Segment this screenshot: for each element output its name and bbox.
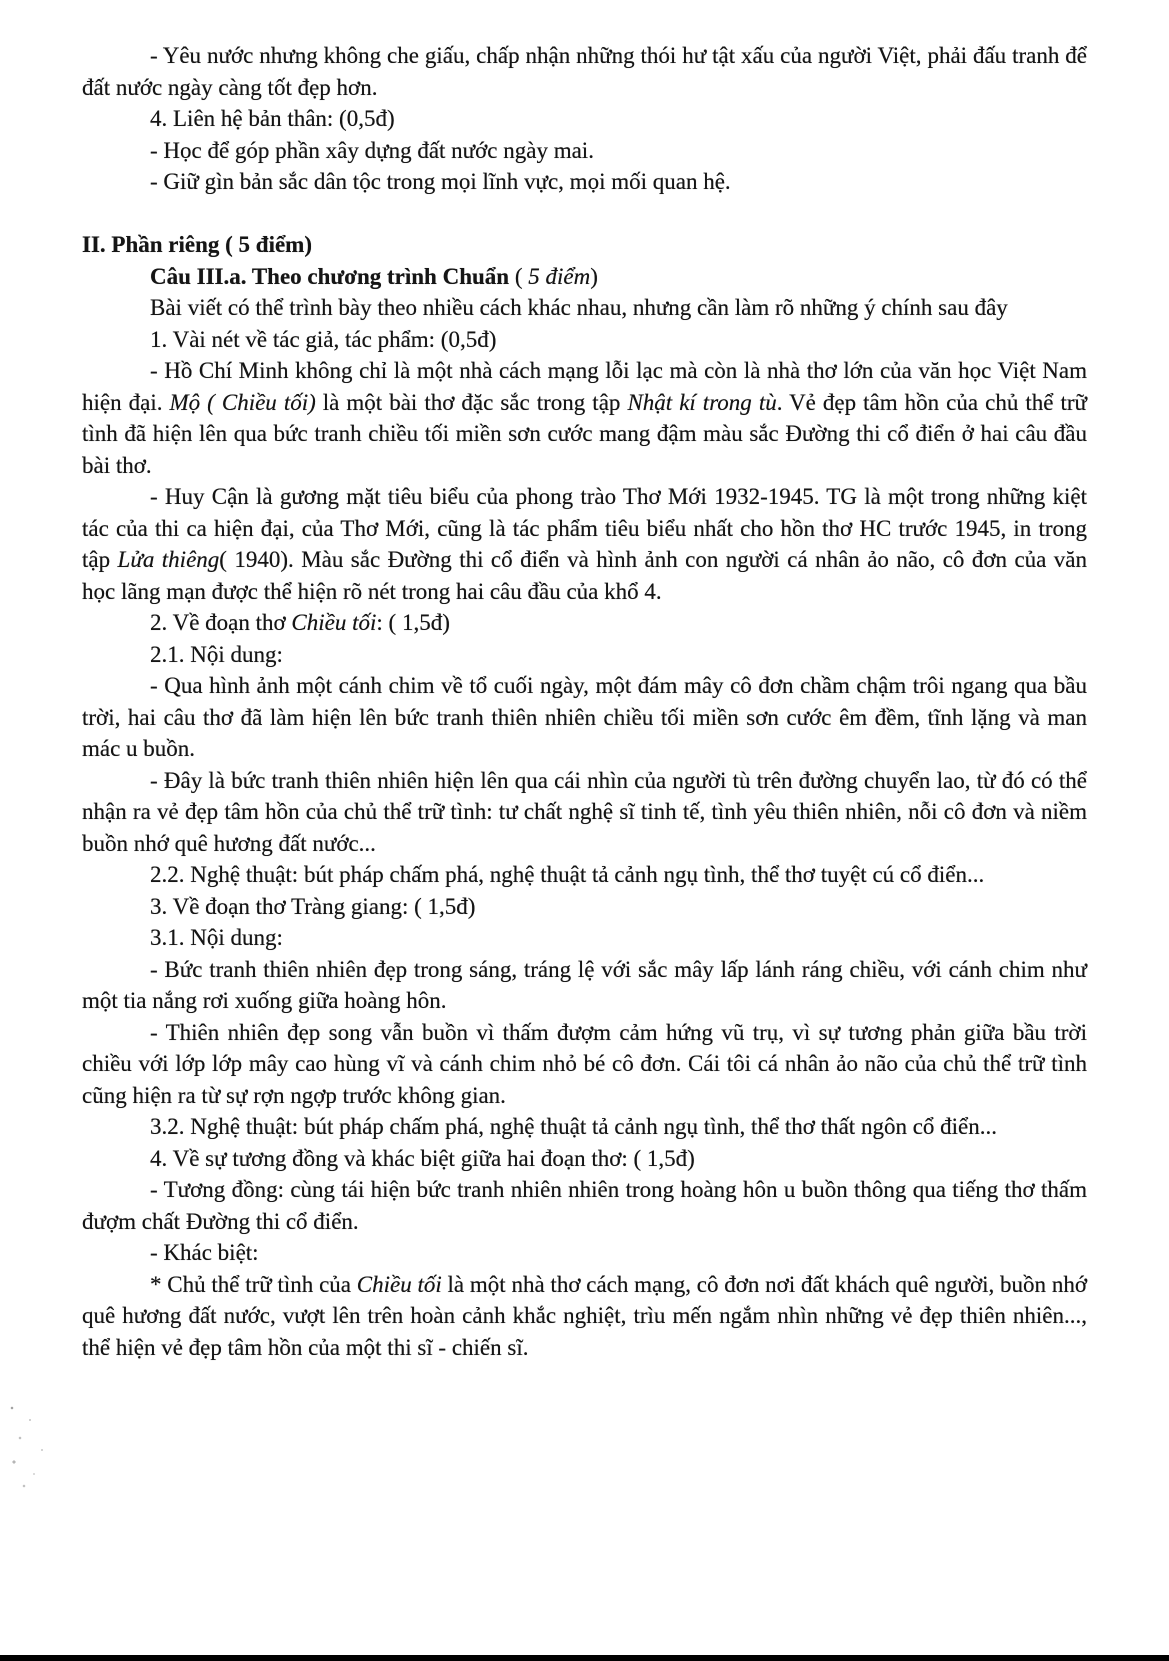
paragraph	[82, 166, 1087, 198]
paragraph	[82, 324, 1087, 356]
document-content	[82, 40, 1087, 1363]
text-segment: 2.1. Nội dung:	[150, 641, 283, 667]
paragraph	[82, 607, 1087, 639]
paragraph	[82, 859, 1087, 891]
text-segment: - Đây là bức tranh thiên nhiên hiện lên qua cái nhìn của người tù trên đường chuyển lao, từ đó có thể nhận ra vẻ đẹp tâm hồn của chủ thể trữ tình: tư chất nghệ sĩ tinh tế, tình yêu thiên nhiên, nỗi cô đơn và niềm buồn nhớ quê hương đất nước...	[82, 767, 1087, 856]
paragraph	[82, 229, 1087, 261]
text-segment: Nhật kí trong tù	[627, 389, 777, 415]
text-segment: - Qua hình ảnh một cánh chim về tổ cuối ngày, một đám mây cô đơn chầm chậm trôi ngang qua bầu trời, hai câu thơ đã làm hiện lên bức tranh thiên nhiên chiều tối miền sơn cước êm đềm, tĩnh lặng và man mác u buồn.	[82, 673, 1087, 761]
text-segment: - Bức tranh thiên nhiên đẹp trong sáng, tráng lệ với sắc mây lấp lánh ráng chiều, với cánh chim như một tia nắng rơi xuống giữa hoàng hôn.	[82, 956, 1087, 1013]
text-segment: - Thiên nhiên đẹp song vẫn buồn vì thấm đượm cảm hứng vũ trụ, vì sự tương phản giữa bầu trời chiều với lớp lớp mây cao hùng vĩ và cánh chim nhỏ bé cô đơn. Cái tôi cá nhân ảo não của chủ thể trữ tình cũng hiện ra từ sự rợn ngợp trước không gian.	[82, 1019, 1087, 1108]
paragraph	[82, 261, 1087, 293]
paragraph	[82, 355, 1087, 481]
text-segment: Lửa thiêng	[117, 547, 220, 572]
text-segment: Chiều tối	[356, 1271, 442, 1297]
text-segment: - Yêu nước nhưng không che giấu, chấp nhận những thói hư tật xấu của người Việt, phải đấu tranh để đất nước ngày càng tốt đẹp hơn.	[82, 43, 1087, 100]
paragraph	[82, 670, 1087, 765]
text-segment: - Giữ gìn bản sắc dân tộc trong mọi lĩnh vực, mọi mối quan hệ.	[150, 169, 731, 194]
text-segment: - Khác biệt:	[150, 1240, 259, 1265]
text-segment: Bài viết có thể trình bày theo nhiều cách khác nhau, nhưng cần làm rõ những ý chính sau đây	[150, 295, 1008, 320]
text-segment: II. Phần riêng ( 5 điểm)	[82, 232, 312, 257]
paragraph	[82, 292, 1087, 324]
paragraph	[82, 765, 1087, 860]
text-segment: 3. Về đoạn thơ Tràng giang: ( 1,5đ)	[150, 893, 476, 919]
paragraph	[82, 135, 1087, 167]
text-segment: (	[514, 263, 529, 289]
text-segment: - Học để góp phần xây dựng đất nước ngày mai.	[150, 137, 594, 163]
scan-noise-speckle	[0, 1390, 70, 1500]
text-segment: 2.2. Nghệ thuật: bút pháp chấm phá, nghệ thuật tả cảnh ngụ tình, thể thơ tuyệt cú cổ điển...	[150, 862, 985, 887]
text-segment: 3.1. Nội dung:	[150, 925, 283, 950]
text-segment: 4. Liên hệ bản thân: (0,5đ)	[150, 106, 395, 131]
text-segment: )	[590, 263, 598, 289]
text-segment: - Huy Cận là gương mặt tiêu biểu của phong trào Thơ Mới 1932-1945. TG là một trong những kiệt tác của thi ca hiện đại, của Thơ Mới, cũng là tác phẩm tiêu biểu nhất cho hồn thơ HC trước 1945, in trong tập	[82, 484, 1087, 572]
paragraph	[82, 103, 1087, 135]
text-segment: . Vẻ đẹp tâm hồn của chủ thể trữ tình đã hiện lên qua bức tranh chiều tối miền sơn cước mang đậm màu sắc Đường thi cổ điển ở hai câu đầu bài thơ.	[82, 389, 1087, 478]
text-segment: 5 điểm	[528, 263, 591, 289]
paragraph	[82, 954, 1087, 1017]
text-segment: 1. Vài nét về tác giả, tác phẩm: (0,5đ)	[150, 326, 497, 352]
text-segment: Mộ ( Chiều tối)	[169, 389, 316, 415]
text-segment: : ( 1,5đ)	[376, 610, 450, 635]
text-segment: ( 1940). Màu sắc Đường thi cổ điển và hình ảnh con người cá nhân ảo não, cô đơn của văn học lãng mạn được thể hiện rõ nét trong hai câu đầu của khổ 4.	[82, 547, 1087, 604]
text-segment: 4. Về sự tương đồng và khác biệt giữa hai đoạn thơ: ( 1,5đ)	[150, 1145, 695, 1171]
paragraph	[82, 1111, 1087, 1143]
text-segment: Chiều tối	[291, 610, 377, 635]
paragraph	[82, 1237, 1087, 1269]
scan-edge-bar	[0, 1655, 1169, 1661]
text-segment: 2. Về đoạn thơ	[150, 610, 292, 635]
paragraph	[82, 891, 1087, 923]
paragraph	[82, 481, 1087, 607]
text-segment: là một bài thơ đặc sắc trong tập	[315, 389, 628, 415]
paragraph	[82, 1143, 1087, 1175]
paragraph	[82, 1174, 1087, 1237]
paragraph	[82, 1017, 1087, 1112]
paragraph	[82, 40, 1087, 103]
text-segment: - Tương đồng: cùng tái hiện bức tranh nhiên nhiên trong hoàng hôn u buồn thông qua tiếng thơ thấm đượm chất Đường thi cổ điển.	[82, 1177, 1087, 1234]
text-segment: * Chủ thể trữ tình của	[150, 1271, 357, 1297]
text-segment: 3.2. Nghệ thuật: bút pháp chấm phá, nghệ thuật tả cảnh ngụ tình, thể thơ thất ngôn cổ điển...	[150, 1114, 998, 1139]
text-segment: là một nhà thơ cách mạng, cô đơn nơi đất khách quê người, buồn nhớ quê hương đất nước, vượt lên trên hoàn cảnh khắc nghiệt, trìu mến ngắm nhìn những vẻ đẹp thiên nhiên..., thể hiện vẻ đẹp tâm hồn của một thi sĩ - chiến sĩ.	[82, 1271, 1087, 1360]
paragraph	[82, 922, 1087, 954]
paragraph	[82, 1269, 1087, 1364]
paragraph	[82, 639, 1087, 671]
text-segment: - Hồ Chí Minh không chỉ là một nhà cách mạng lỗi lạc mà còn là nhà thơ lớn của văn học Việt Nam hiện đại.	[82, 358, 1087, 415]
text-segment: Câu III.a. Theo chương trình Chuẩn	[150, 263, 515, 289]
